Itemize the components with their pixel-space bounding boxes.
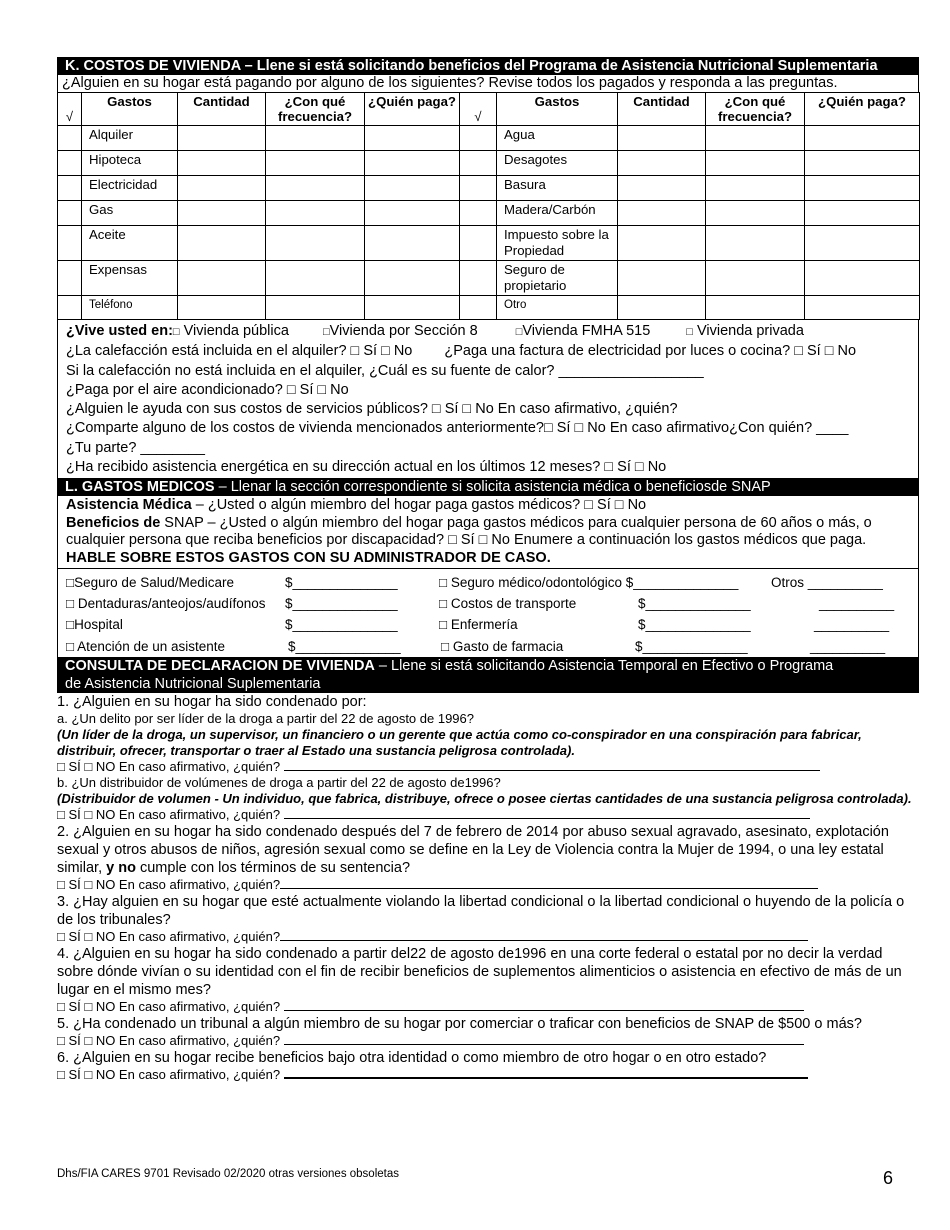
- answer-2[interactable]: □ SÍ □ NO En caso afirmativo, ¿quién?: [57, 877, 919, 893]
- expense-label: Agua: [497, 126, 618, 151]
- farmacia-option[interactable]: □ Gasto de farmacia: [441, 639, 564, 655]
- check-cell[interactable]: [460, 201, 497, 226]
- table-row: [58, 176, 920, 201]
- option-seccion-8: Vivienda por Sección 8: [329, 323, 478, 339]
- frequency-cell[interactable]: [266, 126, 365, 151]
- enfermeria-amount[interactable]: $______________: [638, 617, 751, 633]
- question-1: 1. ¿Alguien en su hogar ha sido condenado por:: [57, 694, 367, 711]
- payer-cell[interactable]: [365, 151, 460, 176]
- q-asistencia-energetica[interactable]: ¿Ha recibido asistencia energética en su dirección actual en los últimos 12 meses? □ Sí □ No: [66, 459, 667, 476]
- answer-5[interactable]: □ SÍ □ NO En caso afirmativo, ¿quién?: [57, 1033, 919, 1049]
- expense-label: Impuesto sobre la Propiedad: [497, 226, 618, 261]
- payer-cell[interactable]: [365, 226, 460, 261]
- payer-cell[interactable]: [805, 151, 920, 176]
- expense-label: Desagotes: [497, 151, 618, 176]
- table-row: [58, 151, 920, 176]
- declaration-header: CONSULTA DE DECLARACION DE VIVIENDA – Llene si está solicitando Asistencia Temporal en Efectivo o Programa de Asistencia Nutricional Suplementaria: [57, 658, 919, 693]
- amount-cell[interactable]: [178, 201, 266, 226]
- payer-cell[interactable]: [805, 296, 920, 320]
- check-cell[interactable]: [58, 151, 82, 176]
- q-ayuda-servicios[interactable]: ¿Alguien le ayuda con sus costos de servicios públicos? □ Sí □ No En caso afirmativo, ¿quién?: [66, 401, 678, 418]
- q-asistencia-medica[interactable]: Asistencia Médica – ¿Usted o algún miembro del hogar paga gastos médicos? □ Sí □ No: [66, 497, 647, 514]
- hospital-amount[interactable]: $______________: [285, 617, 398, 633]
- seguro-salud-option[interactable]: □Seguro de Salud/Medicare: [66, 575, 235, 591]
- frequency-cell[interactable]: [706, 176, 805, 201]
- q-tu-parte[interactable]: ¿Tu parte? ________: [66, 439, 205, 456]
- frequency-cell[interactable]: [266, 151, 365, 176]
- expense-label: Electricidad: [82, 176, 178, 201]
- frequency-cell[interactable]: [266, 296, 365, 320]
- option-vivienda-privada: Vivienda privada: [696, 323, 804, 339]
- check-cell[interactable]: [460, 151, 497, 176]
- frequency-cell[interactable]: [706, 296, 805, 320]
- declaration-questions: [57, 693, 919, 1083]
- payer-cell[interactable]: [365, 296, 460, 320]
- hable-notice: HABLE SOBRE ESTOS GASTOS CON SU ADMINISTRADOR DE CASO.: [66, 549, 551, 566]
- frequency-cell[interactable]: [706, 201, 805, 226]
- q-calefaccion[interactable]: ¿La calefacción está incluida en el alquiler? □ Sí □ No: [66, 343, 413, 360]
- otros-blank[interactable]: __________: [810, 639, 886, 655]
- amount-cell[interactable]: [178, 151, 266, 176]
- question-3: 3. ¿Hay alguien en su hogar que esté actualmente violando la libertad condicional o la libertad condicional o huyendo de la policía o de los tribunales?: [57, 894, 905, 929]
- otros-field[interactable]: Otros __________: [771, 575, 883, 591]
- question-5: 5. ¿Ha condenado un tribunal a algún miembro de su hogar por comerciar o traficar con beneficios de SNAP de $500 o más?: [57, 1016, 862, 1033]
- cantidad-header: Cantidad: [178, 93, 266, 126]
- expense-label: Hipoteca: [82, 151, 178, 176]
- dentaduras-option[interactable]: □ Dentaduras/anteojos/audífonos: [66, 596, 266, 612]
- check-cell[interactable]: [58, 261, 82, 296]
- check-cell[interactable]: [460, 226, 497, 261]
- expense-label: Gas: [82, 201, 178, 226]
- hospital-option[interactable]: □Hospital: [66, 617, 123, 633]
- amount-cell[interactable]: [618, 201, 706, 226]
- payer-cell[interactable]: [365, 176, 460, 201]
- housing-questions: [57, 320, 919, 478]
- medical-expenses-grid: [57, 568, 919, 658]
- vive-row: [66, 322, 910, 342]
- option-fmha-515: Vivienda FMHA 515: [522, 323, 651, 339]
- answer-6[interactable]: □ SÍ □ NO En caso afirmativo, ¿quién?: [57, 1067, 919, 1083]
- question-4: 4. ¿Alguien en su hogar ha sido condenado a partir del22 de agosto de1996 en una corte federal o estatal por no decir la verdad sobre dónde vivían o su identidad con el fin de recibir beneficios de suplementos alimenticios o asistencia en efectivo de más de un lugar en el mismo mes?: [57, 946, 902, 999]
- payer-cell[interactable]: [365, 261, 460, 296]
- q-beneficios-snap[interactable]: Beneficios de SNAP – ¿Usted o algún miembro del hogar paga gastos médicos para cualquier persona de 60 años o más, o cualquier persona que reciba beneficios por discapacidad? □ Sí □ No Enumere a continuación los gastos médicos que paga.: [66, 514, 872, 549]
- farmacia-amount[interactable]: $______________: [635, 639, 748, 655]
- cantidad-header: Cantidad: [618, 93, 706, 126]
- section-k-header: K. COSTOS DE VIVIENDA – Llene si está solicitando beneficios del Programa de Asistencia Nutricional Suplementaria: [57, 57, 919, 75]
- enfermeria-option[interactable]: □ Enfermería: [439, 617, 518, 633]
- check-cell[interactable]: [460, 261, 497, 296]
- table-row: [58, 201, 920, 226]
- expense-label: Otro: [497, 296, 618, 320]
- check-column-header: √: [58, 93, 82, 126]
- payer-cell[interactable]: [805, 201, 920, 226]
- vive-label: ¿Vive usted en:: [66, 323, 173, 339]
- check-cell[interactable]: [460, 126, 497, 151]
- quien-paga-header: ¿Quién paga?: [365, 93, 460, 126]
- payer-cell[interactable]: [805, 226, 920, 261]
- medical-questions: [57, 496, 919, 568]
- gastos-header: Gastos: [82, 93, 178, 126]
- asistente-option[interactable]: □ Atención de un asistente: [66, 639, 226, 655]
- q-fuente-calor[interactable]: Si la calefacción no está incluida en el alquiler, ¿Cuál es su fuente de calor? __________________: [66, 362, 704, 379]
- frequency-cell[interactable]: [266, 226, 365, 261]
- payer-cell[interactable]: [365, 201, 460, 226]
- q-factura-electricidad[interactable]: ¿Paga una factura de electricidad por luces o cocina? □ Sí □ No: [444, 343, 857, 360]
- amount-cell[interactable]: [618, 151, 706, 176]
- dentaduras-amount[interactable]: $______________: [285, 596, 398, 612]
- checkbox-icon[interactable]: □: [172, 326, 180, 338]
- payer-cell[interactable]: [805, 261, 920, 296]
- housing-costs-table: [57, 92, 920, 320]
- check-cell[interactable]: [58, 126, 82, 151]
- question-2: 2. ¿Alguien en su hogar ha sido condenado después del 7 de febrero de 2014 por abuso sexual agravado, asesinato, explotación sexual y otros abusos de niños, agresión sexual como se define en la Ley de Violencia contra la Mujer de 1994, o una ley estatal similar, y no cumple con los términos de su sentencia?: [57, 824, 889, 877]
- expense-label: Madera/Carbón: [497, 201, 618, 226]
- amount-cell[interactable]: [618, 176, 706, 201]
- frecuencia-header: ¿Con qué frecuencia?: [266, 93, 365, 126]
- amount-cell[interactable]: [618, 296, 706, 320]
- frequency-cell[interactable]: [266, 201, 365, 226]
- payer-cell[interactable]: [805, 176, 920, 201]
- check-column-header: √: [460, 93, 497, 126]
- section-l-header: L. GASTOS MEDICOS – Llenar la sección correspondiente si solicita asistencia médica o beneficiosde SNAP: [57, 478, 919, 496]
- expense-label: Alquiler: [82, 126, 178, 151]
- calefaccion-row: [66, 342, 910, 361]
- amount-cell[interactable]: [178, 296, 266, 320]
- table-row: [58, 226, 920, 261]
- table-row: [58, 261, 920, 296]
- q-comparte-costos[interactable]: ¿Comparte alguno de los costos de vivienda mencionados anteriormente?□ Sí □ No En caso afirmativo¿Con quién? ____: [66, 420, 849, 437]
- frequency-cell[interactable]: [706, 261, 805, 296]
- frequency-cell[interactable]: [706, 151, 805, 176]
- expense-label: Seguro de propietario: [497, 261, 618, 296]
- expense-label: Aceite: [82, 226, 178, 261]
- answer-1a[interactable]: □ SÍ □ NO En caso afirmativo, ¿quién?: [57, 759, 919, 775]
- expense-label: Expensas: [82, 261, 178, 296]
- check-cell[interactable]: [460, 296, 497, 320]
- check-cell[interactable]: [460, 176, 497, 201]
- otros-blank[interactable]: __________: [814, 617, 890, 633]
- question-1a-definition: (Un líder de la droga, un supervisor, un financiero o un gerente que actúa como co-conspirador en una conspiración para fabricar, distribuir, ofrecer, transportar o traer al Estado una sustancia peligrosa controlada).: [57, 727, 862, 759]
- asistente-amount[interactable]: $______________: [288, 639, 401, 655]
- check-cell[interactable]: [58, 226, 82, 261]
- answer-4[interactable]: □ SÍ □ NO En caso afirmativo, ¿quién?: [57, 999, 919, 1015]
- transporte-option[interactable]: □ Costos de transporte: [439, 596, 577, 612]
- check-cell[interactable]: [58, 176, 82, 201]
- amount-cell[interactable]: [178, 261, 266, 296]
- question-1a: a. ¿Un delito por ser líder de la droga a partir del 22 de agosto de 1996?: [57, 711, 474, 727]
- seguro-salud-amount[interactable]: $______________: [285, 575, 398, 591]
- amount-cell[interactable]: [618, 126, 706, 151]
- seguro-medico-option[interactable]: □ Seguro médico/odontológico $______________: [439, 575, 739, 591]
- form-footer: Dhs/FIA CARES 9701 Revisado 02/2020 otras versiones obsoletas: [57, 1168, 399, 1180]
- check-cell[interactable]: [58, 201, 82, 226]
- question-1b: b. ¿Un distribuidor de volúmenes de droga a partir del 22 de agosto de1996?: [57, 775, 501, 791]
- frequency-cell[interactable]: [706, 126, 805, 151]
- checkbox-icon[interactable]: □: [322, 326, 330, 338]
- option-vivienda-publica: Vivienda pública: [183, 323, 289, 339]
- checkbox-icon[interactable]: □: [515, 326, 523, 338]
- amount-cell[interactable]: [178, 126, 266, 151]
- amount-cell[interactable]: [618, 226, 706, 261]
- checkbox-icon[interactable]: □: [686, 326, 693, 338]
- quien-paga-header: ¿Quién paga?: [805, 93, 920, 126]
- expense-label: Teléfono: [82, 296, 178, 320]
- payer-cell[interactable]: [805, 126, 920, 151]
- frequency-cell[interactable]: [266, 261, 365, 296]
- answer-3[interactable]: □ SÍ □ NO En caso afirmativo, ¿quién?: [57, 929, 919, 945]
- frequency-cell[interactable]: [706, 226, 805, 261]
- amount-cell[interactable]: [178, 226, 266, 261]
- expense-label: Basura: [497, 176, 618, 201]
- gastos-header: Gastos: [497, 93, 618, 126]
- form-page: [57, 57, 919, 1083]
- table-row: [58, 296, 920, 320]
- section-k-instructions: ¿Alguien en su hogar está pagando por alguno de los siguientes? Revise todos los pagados y responda a las preguntas.: [57, 75, 919, 92]
- answer-1b[interactable]: □ SÍ □ NO En caso afirmativo, ¿quién?: [57, 807, 919, 823]
- table-row: [58, 126, 920, 151]
- question-1b-definition: (Distribuidor de volumen - Un individuo, que fabrica, distribuye, ofrece o posee ciertas cantidades de una sustancia peligrosa controlada).: [57, 791, 912, 807]
- otros-blank[interactable]: __________: [819, 596, 895, 612]
- transporte-amount[interactable]: $______________: [638, 596, 751, 612]
- amount-cell[interactable]: [618, 261, 706, 296]
- check-cell[interactable]: [58, 296, 82, 320]
- frecuencia-header: ¿Con qué frecuencia?: [706, 93, 805, 126]
- amount-cell[interactable]: [178, 176, 266, 201]
- payer-cell[interactable]: [365, 126, 460, 151]
- page-number: 6: [883, 1168, 894, 1188]
- question-6: 6. ¿Alguien en su hogar recibe beneficios bajo otra identidad o como miembro de otro hogar o en otro estado?: [57, 1050, 767, 1067]
- frequency-cell[interactable]: [266, 176, 365, 201]
- q-aire-acondicionado[interactable]: ¿Paga por el aire acondicionado? □ Sí □ No: [66, 381, 349, 398]
